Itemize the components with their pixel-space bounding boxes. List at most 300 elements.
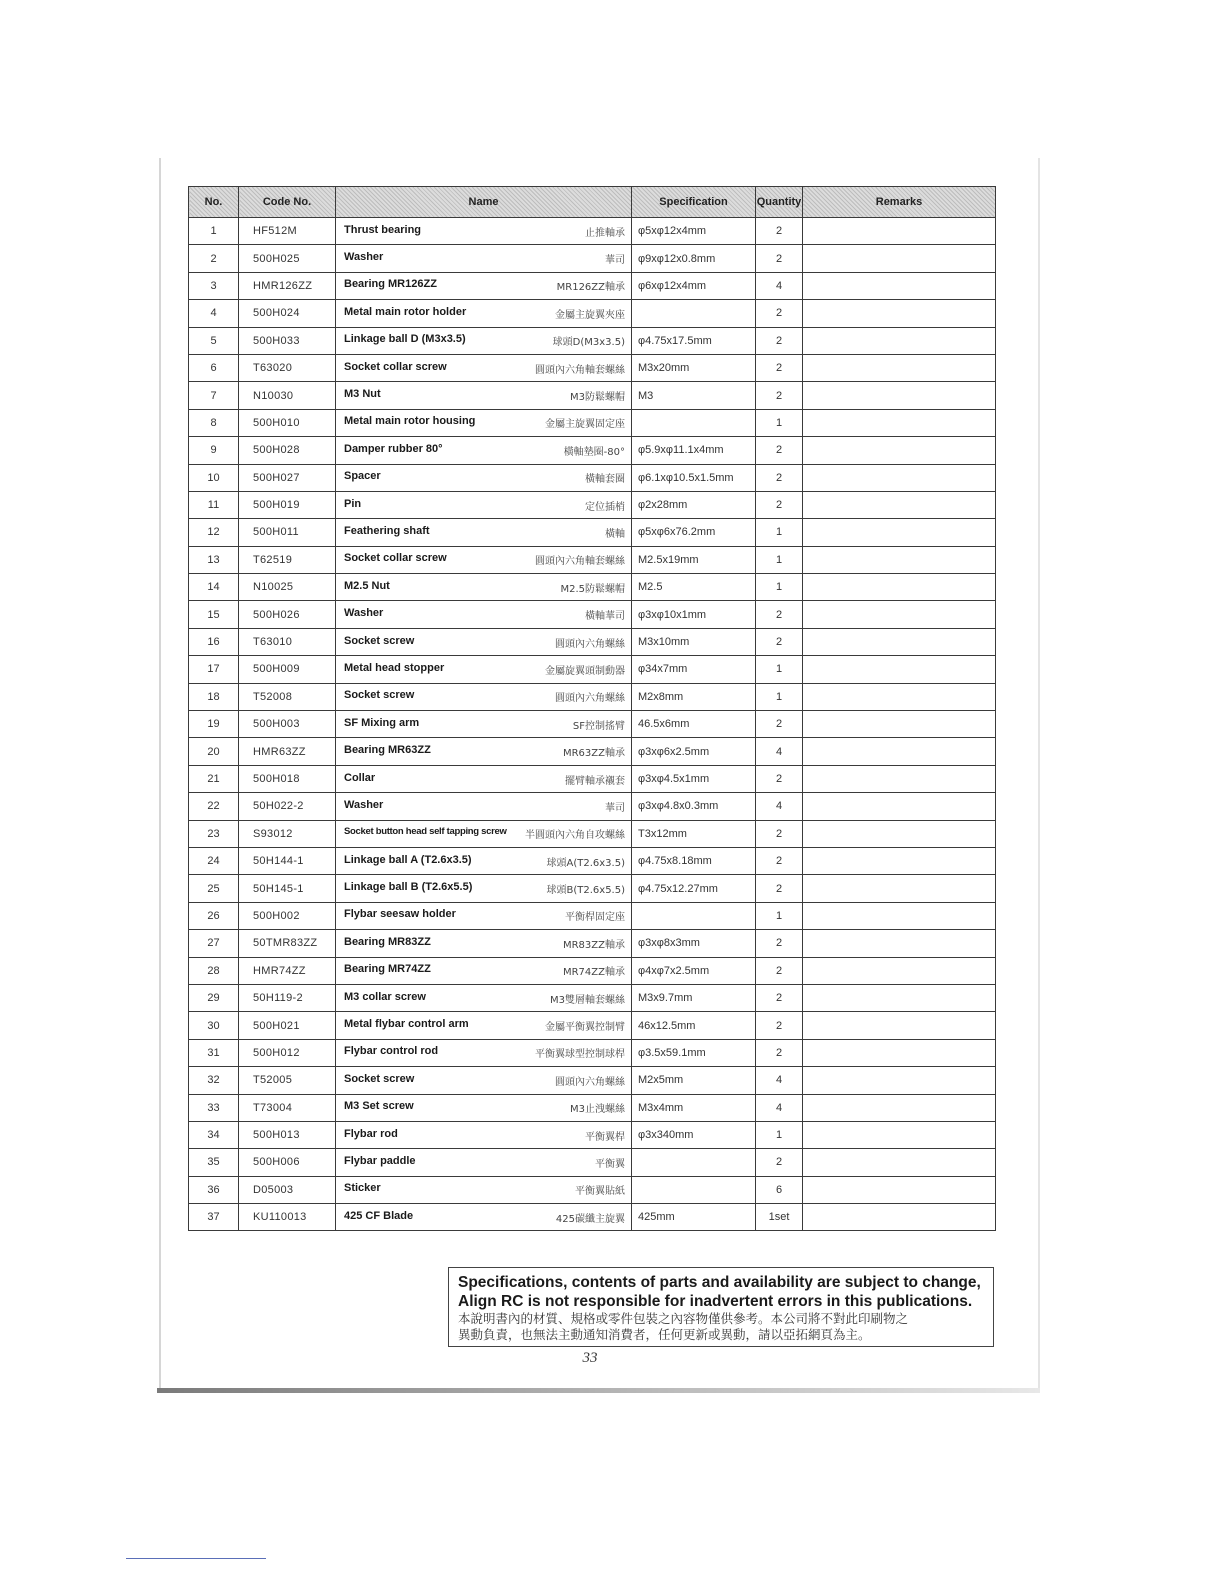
part-name-chinese: 圓頭內六角螺絲 (555, 693, 625, 705)
cell-code-no: 50H119-2 (239, 984, 336, 1011)
cell-quantity: 2 (756, 765, 803, 792)
cell-remarks (803, 1039, 996, 1066)
part-name-english: M3 collar screw (344, 990, 426, 1003)
cell-no: 7 (189, 382, 239, 409)
cell-code-no: 500H024 (239, 300, 336, 327)
cell-name (336, 218, 632, 245)
cell-no: 31 (189, 1039, 239, 1066)
cell-no: 20 (189, 738, 239, 765)
cell-name (336, 820, 632, 847)
cell-code-no: S93012 (239, 820, 336, 847)
part-name-english: Washer (344, 251, 384, 264)
table-row (189, 656, 996, 683)
table-row (189, 628, 996, 655)
part-name-english: Washer (344, 798, 384, 811)
disclaimer-line-1: Specifications, contents of parts and availability are subject to change, (458, 1274, 981, 1291)
table-row (189, 437, 996, 464)
part-name-english: Collar (344, 771, 376, 784)
cell-name (336, 574, 632, 601)
cell-name (336, 738, 632, 765)
part-name-english: Bearing MR74ZZ (344, 963, 431, 976)
cell-quantity: 2 (756, 957, 803, 984)
cell-code-no: N10025 (239, 574, 336, 601)
cell-code-no: 500H028 (239, 437, 336, 464)
part-name-english: Metal main rotor housing (344, 415, 476, 428)
disclaimer-line-2: Align RC is not responsible for inadvertent errors in this publications. (458, 1293, 973, 1310)
page-edge-bottom (157, 1388, 1040, 1393)
cell-no: 30 (189, 1012, 239, 1039)
part-name-english: Flybar paddle (344, 1154, 416, 1167)
cell-quantity: 2 (756, 1039, 803, 1066)
cell-specification: φ5xφ12x4mm (632, 218, 756, 245)
cell-no: 15 (189, 601, 239, 628)
cell-no: 19 (189, 711, 239, 738)
cell-remarks (803, 683, 996, 710)
part-name-chinese: 金屬旋翼頭制動器 (545, 665, 625, 677)
cell-remarks (803, 930, 996, 957)
cell-no: 37 (189, 1204, 239, 1231)
part-name-english: Spacer (344, 470, 381, 483)
part-name-chinese: 球頭B(T2.6x5.5) (546, 885, 625, 897)
table-header-row (189, 187, 996, 218)
part-name-english: Thrust bearing (344, 223, 422, 236)
cell-code-no: T63010 (239, 628, 336, 655)
table-row (189, 1149, 996, 1176)
cell-no: 23 (189, 820, 239, 847)
table-row (189, 1094, 996, 1121)
part-name-english: 425 CF Blade (344, 1209, 414, 1222)
part-name-english: Damper rubber 80° (344, 442, 443, 455)
cell-name (336, 1121, 632, 1148)
cell-code-no: 500H010 (239, 409, 336, 436)
cell-no: 11 (189, 491, 239, 518)
cell-quantity: 2 (756, 491, 803, 518)
cell-specification: M3x4mm (632, 1094, 756, 1121)
part-name-english: Linkage ball B (T2.6x5.5) (344, 881, 473, 894)
cell-no: 25 (189, 875, 239, 902)
cell-code-no: 500H018 (239, 765, 336, 792)
part-name-english: Bearing MR83ZZ (344, 935, 431, 948)
cell-quantity: 6 (756, 1176, 803, 1203)
part-name-chinese: 橫軸 (605, 528, 625, 540)
cell-code-no: N10030 (239, 382, 336, 409)
table-row (189, 218, 996, 245)
cell-quantity: 2 (756, 847, 803, 874)
cell-remarks (803, 218, 996, 245)
cell-quantity: 2 (756, 601, 803, 628)
cell-specification: φ3x340mm (632, 1121, 756, 1148)
part-name-english: Socket screw (344, 1072, 415, 1085)
cell-name (336, 765, 632, 792)
part-name-chinese: 橫軸華司 (585, 611, 625, 623)
cell-specification (632, 409, 756, 436)
table-row (189, 1012, 996, 1039)
table-row (189, 519, 996, 546)
table-row (189, 902, 996, 929)
cell-specification: φ6xφ12x4mm (632, 272, 756, 299)
part-name-chinese: 止推軸承 (585, 227, 625, 239)
table-row (189, 1204, 996, 1231)
part-name-chinese: M2.5防鬆螺帽 (560, 583, 625, 595)
part-name-chinese: 華司 (605, 255, 625, 267)
cell-specification: M2.5 (632, 574, 756, 601)
table-row (189, 930, 996, 957)
cell-quantity: 4 (756, 738, 803, 765)
cell-code-no: 500H026 (239, 601, 336, 628)
cell-specification: φ6.1xφ10.5x1.5mm (632, 464, 756, 491)
cell-no: 35 (189, 1149, 239, 1176)
part-name-chinese: SF控制搖臂 (572, 720, 625, 732)
cell-remarks (803, 1121, 996, 1148)
cell-name (336, 1067, 632, 1094)
cell-code-no: 500H009 (239, 656, 336, 683)
cell-code-no: T52005 (239, 1067, 336, 1094)
cell-no: 36 (189, 1176, 239, 1203)
cell-remarks (803, 738, 996, 765)
cell-name (336, 984, 632, 1011)
cell-code-no: KU110013 (239, 1204, 336, 1231)
part-name-english: Sticker (344, 1182, 381, 1195)
cell-quantity: 2 (756, 245, 803, 272)
cell-name (336, 683, 632, 710)
table-row (189, 1176, 996, 1203)
cell-quantity: 2 (756, 711, 803, 738)
cell-specification: 46x12.5mm (632, 1012, 756, 1039)
cell-code-no: T63020 (239, 354, 336, 381)
cell-remarks (803, 327, 996, 354)
cell-remarks (803, 491, 996, 518)
part-name-chinese: MR126ZZ軸承 (556, 282, 625, 294)
cell-name (336, 1094, 632, 1121)
cell-remarks (803, 1094, 996, 1121)
cell-quantity: 1 (756, 902, 803, 929)
part-name-english: Socket collar screw (344, 552, 447, 565)
cell-quantity: 1 (756, 574, 803, 601)
header-code-no: Code No. (239, 187, 336, 218)
cell-remarks (803, 1149, 996, 1176)
part-name-chinese: 圓頭內六角螺絲 (555, 638, 625, 650)
cell-code-no: 50H144-1 (239, 847, 336, 874)
cell-code-no: 500H011 (239, 519, 336, 546)
cell-specification: φ5xφ6x76.2mm (632, 519, 756, 546)
cell-code-no: 500H002 (239, 902, 336, 929)
part-name-chinese: 擺臂軸承襯套 (565, 775, 625, 787)
cell-no: 18 (189, 683, 239, 710)
cell-quantity: 1set (756, 1204, 803, 1231)
cell-specification: 46.5x6mm (632, 711, 756, 738)
cell-no: 13 (189, 546, 239, 573)
cell-code-no: HMR74ZZ (239, 957, 336, 984)
cell-remarks (803, 711, 996, 738)
part-name-english: Socket screw (344, 689, 415, 702)
part-name-chinese: M3防鬆螺帽 (570, 392, 625, 404)
table-row (189, 354, 996, 381)
cell-quantity: 2 (756, 984, 803, 1011)
part-name-english: Linkage ball D (M3x3.5) (344, 333, 466, 346)
cell-name (336, 245, 632, 272)
cell-remarks (803, 628, 996, 655)
cell-code-no: 50TMR83ZZ (239, 930, 336, 957)
cell-no: 8 (189, 409, 239, 436)
cell-no: 1 (189, 218, 239, 245)
cell-specification: M2.5x19mm (632, 546, 756, 573)
disclaimer-line-3: 本說明書內的材質、規格或零件包裝之內容物僅供參考。本公司將不對此印刷物之 (458, 1311, 909, 1326)
header-quantity: Quantity (756, 187, 803, 218)
table-row (189, 711, 996, 738)
cell-code-no: T62519 (239, 546, 336, 573)
cell-remarks (803, 793, 996, 820)
part-name-english: Metal main rotor holder (344, 305, 467, 318)
cell-code-no: 50H145-1 (239, 875, 336, 902)
cell-quantity: 2 (756, 1012, 803, 1039)
table-row (189, 272, 996, 299)
cell-name (336, 1012, 632, 1039)
cell-remarks (803, 574, 996, 601)
cell-no: 6 (189, 354, 239, 381)
part-name-chinese: 平衡翼 (595, 1158, 625, 1170)
cell-specification: M2x8mm (632, 683, 756, 710)
cell-specification: φ4xφ7x2.5mm (632, 957, 756, 984)
part-name-chinese: 平衡翼桿 (585, 1131, 625, 1143)
cell-specification: T3x12mm (632, 820, 756, 847)
cell-no: 32 (189, 1067, 239, 1094)
cell-remarks (803, 984, 996, 1011)
cell-name (336, 930, 632, 957)
cell-specification: φ4.75x12.27mm (632, 875, 756, 902)
part-name-chinese: 金屬主旋翼夾座 (555, 309, 625, 321)
table-row (189, 957, 996, 984)
cell-name (336, 875, 632, 902)
table-row (189, 738, 996, 765)
cell-remarks (803, 957, 996, 984)
cell-name (336, 272, 632, 299)
cell-name (336, 902, 632, 929)
part-name-english: Socket collar screw (344, 360, 447, 373)
cell-name (336, 957, 632, 984)
cell-quantity: 2 (756, 218, 803, 245)
cell-specification: φ9xφ12x0.8mm (632, 245, 756, 272)
table-row (189, 574, 996, 601)
cell-remarks (803, 656, 996, 683)
part-name-english: Feathering shaft (344, 524, 430, 537)
cell-code-no: D05003 (239, 1176, 336, 1203)
part-name-chinese: 橫軸墊圈-80° (563, 446, 625, 458)
cell-name (336, 1149, 632, 1176)
part-name-english: M3 Set screw (344, 1100, 414, 1113)
cell-code-no: 500H019 (239, 491, 336, 518)
cell-name (336, 464, 632, 491)
part-name-english: Flybar control rod (344, 1045, 439, 1058)
cell-name (336, 354, 632, 381)
part-name-chinese: 定位插梢 (585, 501, 625, 513)
cell-specification: φ3xφ4.5x1mm (632, 765, 756, 792)
cell-no: 29 (189, 984, 239, 1011)
part-name-chinese: 金屬平衡翼控制臂 (545, 1022, 625, 1034)
cell-quantity: 2 (756, 628, 803, 655)
cell-specification: φ3.5x59.1mm (632, 1039, 756, 1066)
cell-specification: φ3xφ10x1mm (632, 601, 756, 628)
cell-specification: φ5.9xφ11.1x4mm (632, 437, 756, 464)
part-name-english: Pin (344, 497, 362, 510)
header-specification: Specification (632, 187, 756, 218)
cell-name (336, 711, 632, 738)
header-name: Name (336, 187, 632, 218)
cell-quantity: 2 (756, 1149, 803, 1176)
cell-quantity: 4 (756, 272, 803, 299)
table-row (189, 546, 996, 573)
cell-name (336, 1039, 632, 1066)
table-row (189, 300, 996, 327)
cell-code-no: 500H013 (239, 1121, 336, 1148)
part-name-chinese: 圓頭內六角螺絲 (555, 1076, 625, 1088)
cell-quantity: 1 (756, 656, 803, 683)
cell-quantity: 1 (756, 683, 803, 710)
cell-remarks (803, 300, 996, 327)
part-name-chinese: 425碳纖主旋翼 (555, 1213, 625, 1225)
table-row (189, 820, 996, 847)
table-row (189, 875, 996, 902)
cell-remarks (803, 875, 996, 902)
cell-name (336, 437, 632, 464)
cell-name (336, 546, 632, 573)
cell-code-no: 500H021 (239, 1012, 336, 1039)
cell-code-no: HF512M (239, 218, 336, 245)
cell-code-no: 500H033 (239, 327, 336, 354)
cell-quantity: 1 (756, 546, 803, 573)
cell-name (336, 1176, 632, 1203)
cell-no: 14 (189, 574, 239, 601)
part-name-chinese: MR63ZZ軸承 (562, 748, 625, 760)
cell-specification (632, 902, 756, 929)
table-row (189, 464, 996, 491)
cell-code-no: 500H025 (239, 245, 336, 272)
cell-remarks (803, 382, 996, 409)
part-name-chinese: 平衡翼球型控制球桿 (535, 1049, 625, 1061)
part-name-chinese: MR74ZZ軸承 (562, 967, 625, 979)
cell-remarks (803, 245, 996, 272)
cell-quantity: 1 (756, 519, 803, 546)
cell-remarks (803, 1012, 996, 1039)
cell-remarks (803, 1067, 996, 1094)
table-row (189, 765, 996, 792)
part-name-english: Socket screw (344, 634, 415, 647)
disclaimer-line-4: 異動負責，也無法主動通知消費者，任何更新或異動，請以亞拓網頁為主。 (458, 1327, 871, 1342)
cell-remarks (803, 765, 996, 792)
cell-remarks (803, 1204, 996, 1231)
table-row (189, 327, 996, 354)
cell-code-no: 500H006 (239, 1149, 336, 1176)
cell-code-no: 500H027 (239, 464, 336, 491)
cell-remarks (803, 902, 996, 929)
cell-quantity: 2 (756, 930, 803, 957)
cell-name (336, 327, 632, 354)
page-edge-right (1038, 158, 1040, 1390)
cell-no: 21 (189, 765, 239, 792)
part-name-chinese: 圓頭內六角軸套螺絲 (535, 364, 625, 376)
part-name-english: Linkage ball A (T2.6x3.5) (344, 853, 472, 866)
cell-specification: φ34x7mm (632, 656, 756, 683)
part-name-english: M3 Nut (344, 388, 381, 401)
cell-name (336, 793, 632, 820)
cell-no: 16 (189, 628, 239, 655)
cell-no: 33 (189, 1094, 239, 1121)
cell-quantity: 4 (756, 1094, 803, 1121)
cell-quantity: 2 (756, 382, 803, 409)
cell-quantity: 2 (756, 464, 803, 491)
cell-quantity: 4 (756, 793, 803, 820)
cell-quantity: 2 (756, 327, 803, 354)
cell-name (336, 628, 632, 655)
cell-no: 27 (189, 930, 239, 957)
cell-quantity: 2 (756, 875, 803, 902)
part-name-chinese: 半圓頭內六角自攻螺絲 (525, 830, 625, 842)
table-row (189, 984, 996, 1011)
cell-name (336, 382, 632, 409)
table-body (189, 218, 996, 1231)
part-name-chinese: 橫軸套圈 (585, 474, 625, 486)
part-name-chinese: 球頭A(T2.6x3.5) (546, 857, 625, 869)
part-name-chinese: 平衡桿固定座 (565, 912, 625, 924)
part-name-chinese: M3止洩螺絲 (570, 1104, 625, 1116)
page-edge-left (159, 158, 161, 1390)
cell-remarks (803, 437, 996, 464)
cell-no: 9 (189, 437, 239, 464)
cell-specification: M3x10mm (632, 628, 756, 655)
cell-name (336, 409, 632, 436)
page-number: 33 (582, 1350, 598, 1366)
part-name-english: M2.5 Nut (344, 579, 390, 592)
cell-specification: φ3xφ8x3mm (632, 930, 756, 957)
table-row (189, 1121, 996, 1148)
table-row (189, 382, 996, 409)
cell-no: 22 (189, 793, 239, 820)
cell-remarks (803, 409, 996, 436)
cell-name (336, 601, 632, 628)
cell-quantity: 2 (756, 437, 803, 464)
cell-name (336, 1204, 632, 1231)
cell-quantity: 4 (756, 1067, 803, 1094)
part-name-english: Bearing MR63ZZ (344, 744, 431, 757)
cell-quantity: 1 (756, 409, 803, 436)
cell-remarks (803, 519, 996, 546)
cell-no: 3 (189, 272, 239, 299)
cell-no: 2 (189, 245, 239, 272)
cell-specification: M3x9.7mm (632, 984, 756, 1011)
cell-name (336, 656, 632, 683)
cell-no: 17 (189, 656, 239, 683)
part-name-english: SF Mixing arm (344, 716, 420, 729)
cell-no: 34 (189, 1121, 239, 1148)
table-row (189, 409, 996, 436)
part-name-chinese: 圓頭內六角軸套螺絲 (535, 556, 625, 568)
cell-name (336, 519, 632, 546)
cell-specification (632, 300, 756, 327)
part-name-chinese: 平衡翼貼紙 (575, 1186, 625, 1198)
cell-name (336, 300, 632, 327)
cell-code-no: 500H012 (239, 1039, 336, 1066)
cell-remarks (803, 546, 996, 573)
header-remarks: Remarks (803, 187, 996, 218)
part-name-chinese: MR83ZZ軸承 (562, 939, 625, 951)
cell-code-no: T73004 (239, 1094, 336, 1121)
cell-specification: M3 (632, 382, 756, 409)
cell-no: 28 (189, 957, 239, 984)
table-row (189, 1067, 996, 1094)
part-name-english: Washer (344, 607, 384, 620)
cell-no: 4 (189, 300, 239, 327)
cell-specification: φ2x28mm (632, 491, 756, 518)
part-name-english: Metal flybar control arm (344, 1018, 469, 1031)
